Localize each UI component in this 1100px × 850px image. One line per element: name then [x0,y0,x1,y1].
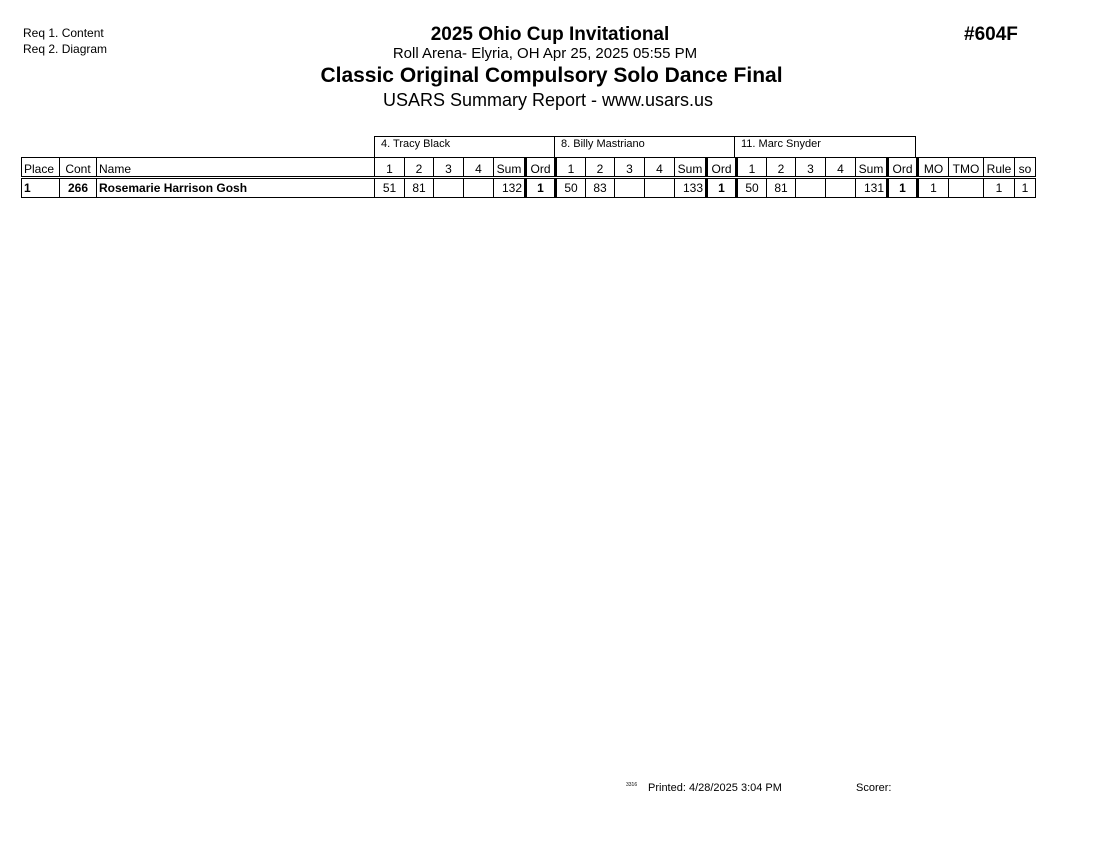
header-mo: MO [918,158,949,178]
report-title: USARS Summary Report - www.usars.us [382,90,714,110]
row-j1-sum: 132 [494,178,526,198]
scorer-label: Scorer: [856,782,892,794]
row-j1-ord: 1 [526,178,556,198]
judge-header-3: 11. Marc Snyder [734,136,916,157]
header-j2-sum: Sum [675,158,707,178]
header-name: Name [97,158,375,178]
row-j2-sum: 133 [675,178,707,198]
row-cont: 266 [60,178,97,198]
printed-timestamp: Printed: 4/28/2025 3:04 PM [648,782,782,794]
row-tmo [949,178,984,198]
header-j3-s3: 3 [796,158,826,178]
header-so: so [1015,158,1036,178]
row-j1-s1: 51 [375,178,405,198]
header-j1-s2: 2 [405,158,434,178]
header-cont: Cont [60,158,97,178]
header-j3-s2: 2 [767,158,796,178]
header-tmo: TMO [949,158,984,178]
row-j2-s4 [645,178,675,198]
row-j3-ord: 1 [888,178,918,198]
venue-date: Roll Arena- Elyria, OH Apr 25, 2025 05:55 PM [392,45,698,62]
row-j3-sum: 131 [856,178,888,198]
header-place: Place [22,158,60,178]
judge-header-2: 8. Billy Mastriano [554,136,735,157]
table-header-row [22,158,1036,178]
event-title: Classic Original Compulsory Solo Dance Final [320,64,783,87]
row-rule: 1 [984,178,1015,198]
row-so: 1 [1015,178,1036,198]
row-j3-s4 [826,178,856,198]
results-table [21,157,1036,198]
header-j2-ord: Ord [707,158,737,178]
row-j2-s2: 83 [586,178,615,198]
row-j2-s1: 50 [556,178,586,198]
header-j1-s3: 3 [434,158,464,178]
event-number: #604F [964,24,1018,45]
row-j3-s1: 50 [737,178,767,198]
header-j2-s3: 3 [615,158,645,178]
row-j1-s3 [434,178,464,198]
header-j3-ord: Ord [888,158,918,178]
footer-code: 3316 [626,782,638,788]
header-j2-s2: 2 [586,158,615,178]
header-j2-s4: 4 [645,158,675,178]
requirement-1: Req 1. Content [23,26,104,40]
header-j1-s1: 1 [375,158,405,178]
competition-title: 2025 Ohio Cup Invitational [430,24,670,45]
row-j1-s2: 81 [405,178,434,198]
row-j3-s2: 81 [767,178,796,198]
header-j3-s4: 4 [826,158,856,178]
header-j2-s1: 1 [556,158,586,178]
row-mo: 1 [918,178,949,198]
row-j2-ord: 1 [707,178,737,198]
row-place: 1 [22,178,60,198]
header-rule: Rule [984,158,1015,178]
judge-header-1: 4. Tracy Black [374,136,555,157]
header-j3-s1: 1 [737,158,767,178]
row-j2-s3 [615,178,645,198]
row-name: Rosemarie Harrison Gosh [97,178,375,198]
header-j1-s4: 4 [464,158,494,178]
header-j1-ord: Ord [526,158,556,178]
row-j3-s3 [796,178,826,198]
table-row [22,178,1036,198]
requirement-2: Req 2. Diagram [23,42,108,56]
header-j3-sum: Sum [856,158,888,178]
row-j1-s4 [464,178,494,198]
header-j1-sum: Sum [494,158,526,178]
